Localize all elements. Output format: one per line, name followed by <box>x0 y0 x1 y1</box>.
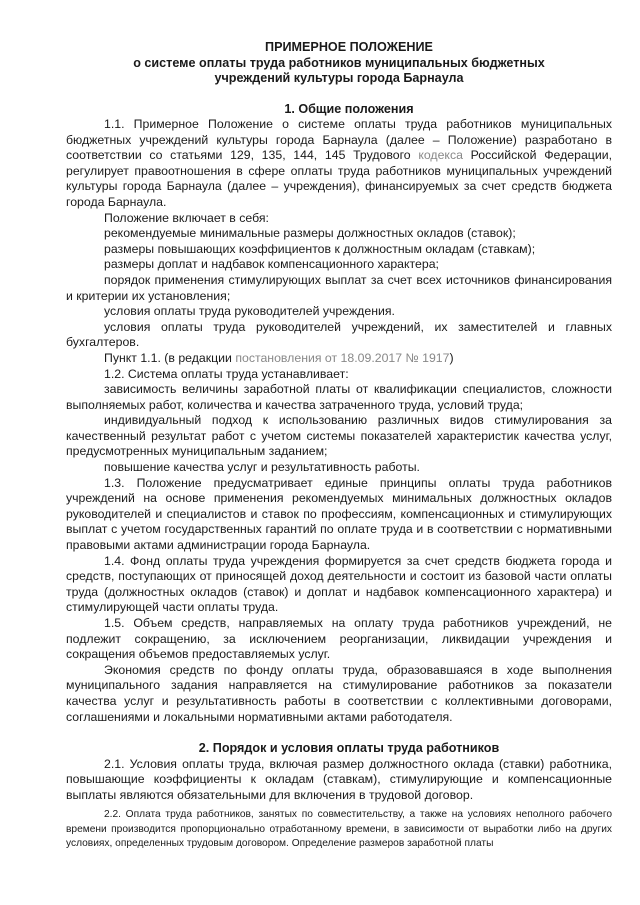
section-2-heading: 2. Порядок и условия оплаты труда работников <box>198 741 500 756</box>
paragraph-1-5-economy: Экономия средств по фонду оплаты труда, образовавшаяся в ходе выполнения муниципального задания направляется на стимулирование работников за показатели качества услуг и результативность работы в соответствии с коллективными договорами, соглашениями и локальными нормативными актами работодателя. <box>66 662 612 724</box>
includes-item: размеры повышающих коэффициентов к должностным окладам (ставкам); <box>104 241 536 256</box>
includes-intro: Положение включает в себя: <box>104 210 269 225</box>
section-1-heading: 1. Общие положения <box>284 101 414 116</box>
includes-item: порядок применения стимулирующих выплат за счет всех источников финансирования и критерии их установления; <box>66 272 612 303</box>
document-title <box>66 40 612 87</box>
includes-item: размеры доплат и надбавок компенсационного характера; <box>104 257 439 272</box>
paragraph-1-1: 1.1. Примерное Положение о системе оплаты труда работников муниципальных бюджетных учреждений культуры города Барнаула (далее – Положение) разработано в соответствии со статьями 129, 135, 144, 145 Трудового кодекса Российской Федерации, регулирует правоотношения в сфере оплаты труда работников муниципальных учреждений культуры города Барнаула (далее – учреждения), финансируемых за счет средств бюджета города Барнаула. <box>66 117 612 209</box>
includes-item: условия оплаты труда руководителей учреждений, их заместителей и главных бухгалтеров. <box>66 319 612 350</box>
paragraph-1-4: 1.4. Фонд оплаты труда учреждения формируется за счет средств бюджета города и средств, поступающих от приносящей доход деятельности и состоит из базовой части оплаты труда (должностных окладов (ставок) и доплат и надбавок компенсационного характера) и стимулирующей части оплаты труда. <box>66 553 612 615</box>
document-page <box>66 40 612 851</box>
includes-item: рекомендуемые минимальные размеры должностных окладов (ставок); <box>104 226 516 241</box>
title-line-3: учреждений культуры города Барнаула <box>214 71 464 85</box>
kodeks-link[interactable]: кодекса <box>418 148 463 163</box>
paragraph-2-1: 2.1. Условия оплаты труда, включая размер должностного оклада (ставки) работника, повышающие коэффициенты к окладам (ставкам), стимулирующие и компенсационные выплаты являются обязательными для включения в трудовой договор. <box>66 756 612 802</box>
paragraph-1-2-intro: 1.2. Система оплаты труда устанавливает: <box>104 366 349 381</box>
paragraph-1-5: 1.5. Объем средств, направляемых на оплату труда работников учреждений, не подлежит сокращению, за исключением реорганизации, ликвидации учреждения и сокращения объемов предоставляемых услуг. <box>66 616 612 662</box>
paragraph-1-3: 1.3. Положение предусматривает единые принципы оплаты труда работников учреждений на основе применения рекомендуемых минимальных должностных окладов руководителей и специалистов и ставок по профессиям, компенсационных и стимулирующих выплат с учетом государственных гарантий по оплате труда и в соответствии с нормативными правовыми актами администрации города Барнаула. <box>66 475 612 553</box>
edition-note: Пункт 1.1. (в редакции постановления от 18.09.2017 № 1917) <box>104 350 454 365</box>
paragraph-1-2-item: зависимость величины заработной платы от квалификации специалистов, сложности выполняемых работ, количества и качества затраченного труда, условий труда; <box>66 382 612 412</box>
title-line-2: о системе оплаты труда работников муниципальных бюджетных <box>133 55 545 70</box>
decree-link[interactable]: постановления от 18.09.2017 № 1917 <box>235 350 450 365</box>
title-line-1: ПРИМЕРНОЕ ПОЛОЖЕНИЕ <box>265 40 433 54</box>
includes-item: условия оплаты труда руководителей учреждения. <box>104 304 395 319</box>
paragraph-1-2-item: повышение качества услуг и результативность работы. <box>104 460 420 475</box>
paragraph-1-2-item: индивидуальный подход к использованию различных видов стимулирования за качественный результат работ с учетом системы показателей характеристик качества услуг, предусмотренных муниципальным заданием; <box>66 413 612 459</box>
paragraph-2-2: 2.2. Оплата труда работников, занятых по совместительству, а также на условиях неполного рабочего времени производится пропорционально отработанному времени, в зависимости от выработки либо на других условиях, определенных трудовым договором. Определение размеров заработной платы <box>66 809 612 849</box>
